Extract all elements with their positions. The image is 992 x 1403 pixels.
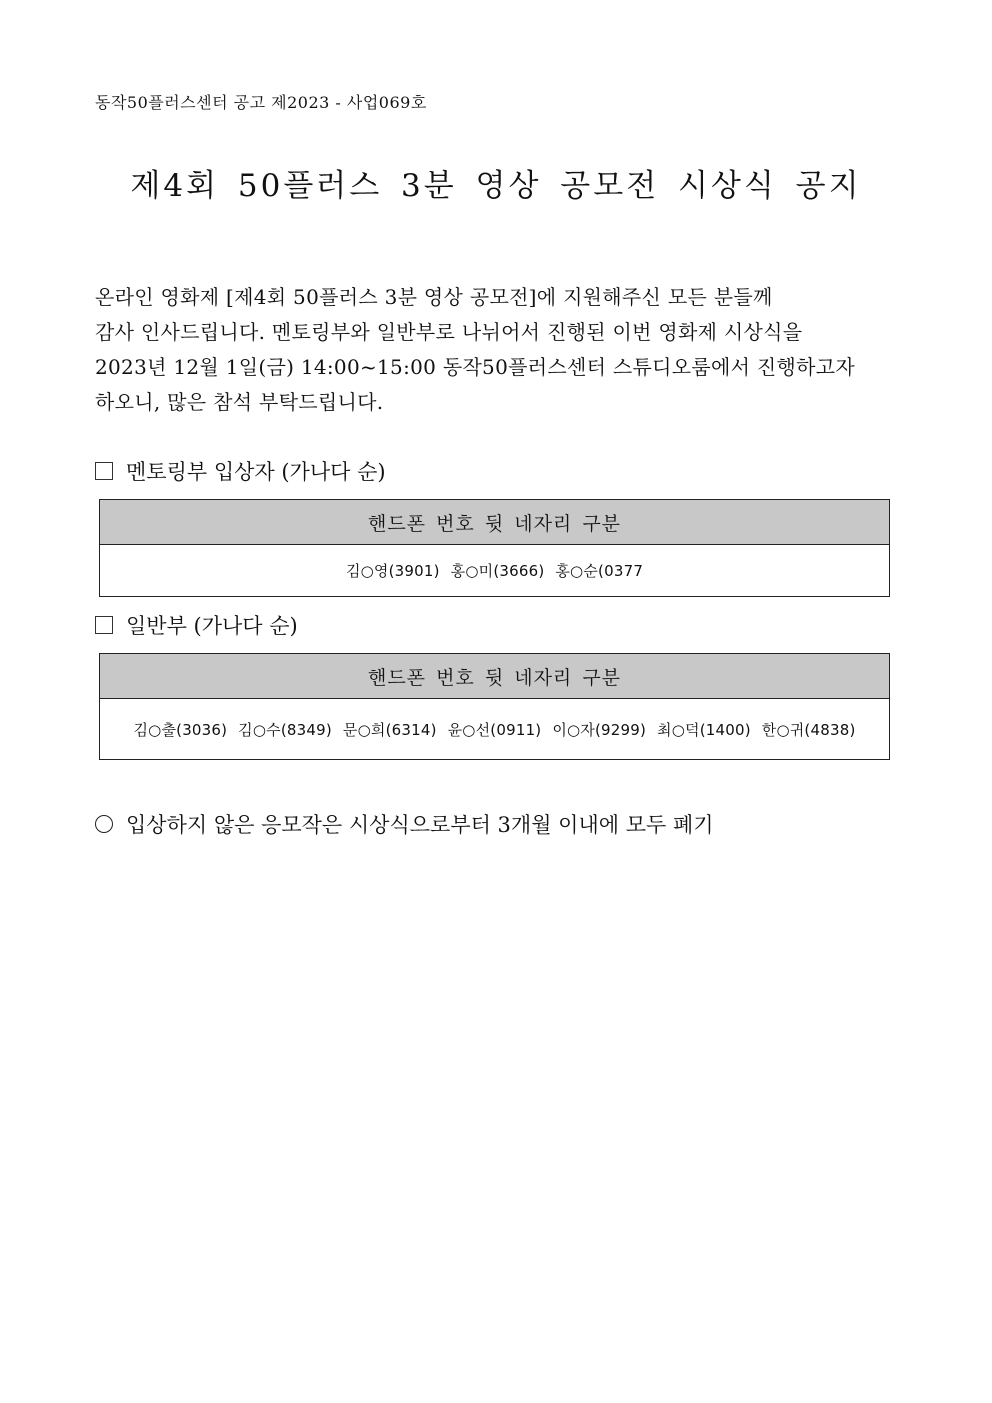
circle-bullet-icon xyxy=(95,815,113,833)
checkbox-bullet-icon xyxy=(95,616,113,634)
mentoring-table-header: 핸드폰 번호 뒷 네자리 구분 xyxy=(100,500,889,545)
disposal-note xyxy=(95,809,714,839)
mentoring-winners-row: 김○영(3901) 홍○미(3666) 홍○순(0377 xyxy=(345,562,644,580)
body-line: 2023년 12월 1일(금) 14:00~15:00 동작50플러스센터 스튜디오룸에서 진행하고자 xyxy=(95,355,855,379)
mentoring-heading-label: 멘토링부 입상자 (가나다 순) xyxy=(126,460,386,484)
mentoring-section-heading xyxy=(95,456,386,486)
general-table-header: 핸드폰 번호 뒷 네자리 구분 xyxy=(100,654,889,699)
checkbox-bullet-icon xyxy=(95,462,113,480)
page-title: 제4회 50플러스 3분 영상 공모전 시상식 공지 xyxy=(130,168,862,204)
notice-body xyxy=(95,280,905,420)
general-heading-label: 일반부 (가나다 순) xyxy=(126,614,298,638)
mentoring-winners-table xyxy=(99,499,890,597)
body-line: 온라인 영화제 [제4회 50플러스 3분 영상 공모전]에 지원해주신 모든 분들께 xyxy=(95,285,773,309)
disposal-note-text: 입상하지 않은 응모작은 시상식으로부터 3개월 이내에 모두 폐기 xyxy=(126,813,714,837)
general-winners-table xyxy=(99,653,890,760)
notice-number: 동작50플러스센터 공고 제2023 - 사업069호 xyxy=(95,93,427,112)
general-winners-row: 김○출(3036) 김○수(8349) 문○희(6314) 윤○선(0911) 이○자(9299) 최○덕(1400) 한○귀(4838) xyxy=(133,720,856,739)
body-line: 하오니, 많은 참석 부탁드립니다. xyxy=(95,390,384,414)
body-line: 감사 인사드립니다. 멘토링부와 일반부로 나뉘어서 진행된 이번 영화제 시상식을 xyxy=(95,320,803,344)
general-section-heading xyxy=(95,610,298,640)
